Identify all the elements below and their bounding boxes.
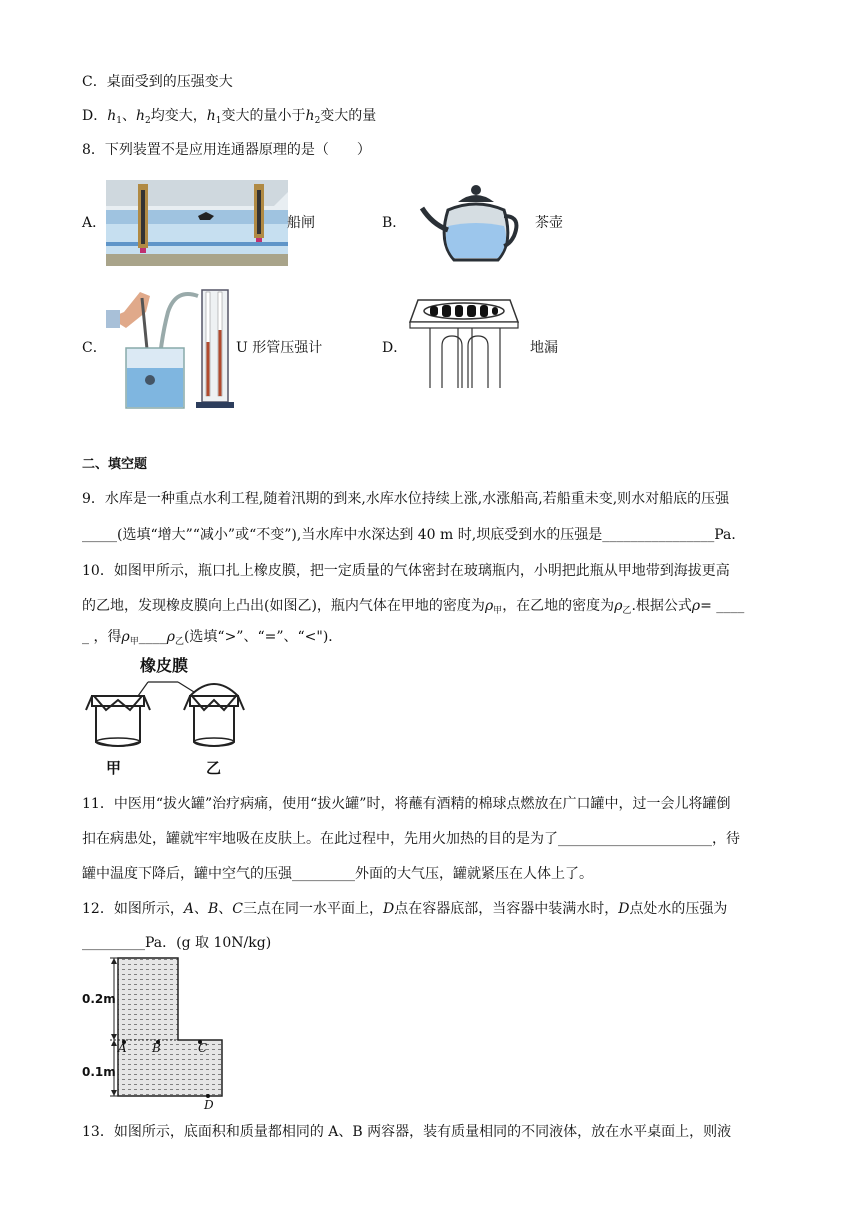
section-title: 二、填空题 xyxy=(82,457,148,472)
q8-option-b-label: 茶壶 xyxy=(535,215,563,231)
q8-option-c-label: U 形管压强计 xyxy=(236,340,323,356)
q8-option-a-letter: A． xyxy=(82,215,107,231)
q11-line1: 11．中医用“拔火罐”治疗病痛，使用“拔火罐”时，将蘸有酒精的棉球点燃放在广口罐中，过一会儿将罐倒 xyxy=(82,796,731,812)
point-c-label: C xyxy=(198,1041,208,1055)
q11-line2: 扣在病患处，罐就牢牢地吸在皮肤上。在此过程中，先用火加热的目的是为了______________________，待 xyxy=(82,831,740,847)
container-figure xyxy=(80,952,230,1114)
rubber-membrane-label: 橡皮膜 xyxy=(140,656,189,675)
dimension-02m: 0.2m xyxy=(82,992,116,1006)
q10-line1: 10．如图甲所示，瓶口扎上橡皮膜，把一定质量的气体密封在玻璃瓶内，小明把此瓶从甲地带到海拔更高 xyxy=(82,563,730,579)
q8-stem: 8．下列装置不是应用连通器原理的是（ ） xyxy=(82,142,371,158)
floor-drain-figure xyxy=(406,296,524,390)
q8-option-d-letter: D． xyxy=(382,340,408,356)
u-tube-manometer-figure xyxy=(106,282,236,412)
q9-line2: _____(选填“增大”“减小”或“不变”),当水库中水深达到 40 m 时,坝底受到水的压强是________________Pa． xyxy=(82,527,746,543)
q7-option-d: D．$h_1$、$h_2$均变大，$h_1$变大的量小于$h_2$变大的量 xyxy=(82,108,377,126)
q11-line3: 罐中温度下降后，罐中空气的压强_________外面的大气压，罐就紧压在人体上了。 xyxy=(82,866,593,882)
q10-line3: _ ，得$\rho_甲\_\_\_\_\rho_乙$(选填“>”、“=”、“<")． xyxy=(82,629,343,647)
q10-line2: 的乙地，发现橡皮膜向上凸出(如图乙)，瓶内气体在甲地的密度为$\rho_甲$，在乙地的密度为$\rho_乙$.根据公式ρ= ____ xyxy=(82,598,745,616)
q12-line2: _________Pa．(g 取 10N/kg) xyxy=(82,935,272,951)
point-d-label: D xyxy=(204,1098,214,1112)
q8-option-a-label: 船闸 xyxy=(287,215,315,231)
q7-option-c: C．桌面受到的压强变大 xyxy=(82,74,233,90)
dimension-01m: 0.1m xyxy=(82,1065,116,1079)
q8-option-b-letter: B． xyxy=(382,215,407,231)
q8-option-c-letter: C． xyxy=(82,340,107,356)
figure-yi-label: 乙 xyxy=(206,759,222,777)
q9-line1: 9．水库是一种重点水利工程,随着汛期的到来,水库水位持续上涨,水涨船高,若船重未变,则水对船底的压强 xyxy=(82,491,730,507)
figure-jia-label: 甲 xyxy=(106,759,122,777)
q8-option-d-label: 地漏 xyxy=(530,340,558,356)
q13-line1: 13．如图所示，底面积和质量都相同的 A、B 两容器，装有质量相同的不同液体，放在水平桌面上，则液 xyxy=(82,1124,732,1140)
teapot-figure xyxy=(418,180,522,270)
q12-line1: 12．如图所示，A、B、C三点在同一水平面上，D点在容器底部，当容器中装满水时，D点处水的压强为 xyxy=(82,901,728,917)
point-a-label: A xyxy=(118,1041,127,1055)
ship-lock-figure xyxy=(106,180,288,266)
point-b-label: B xyxy=(152,1041,161,1055)
